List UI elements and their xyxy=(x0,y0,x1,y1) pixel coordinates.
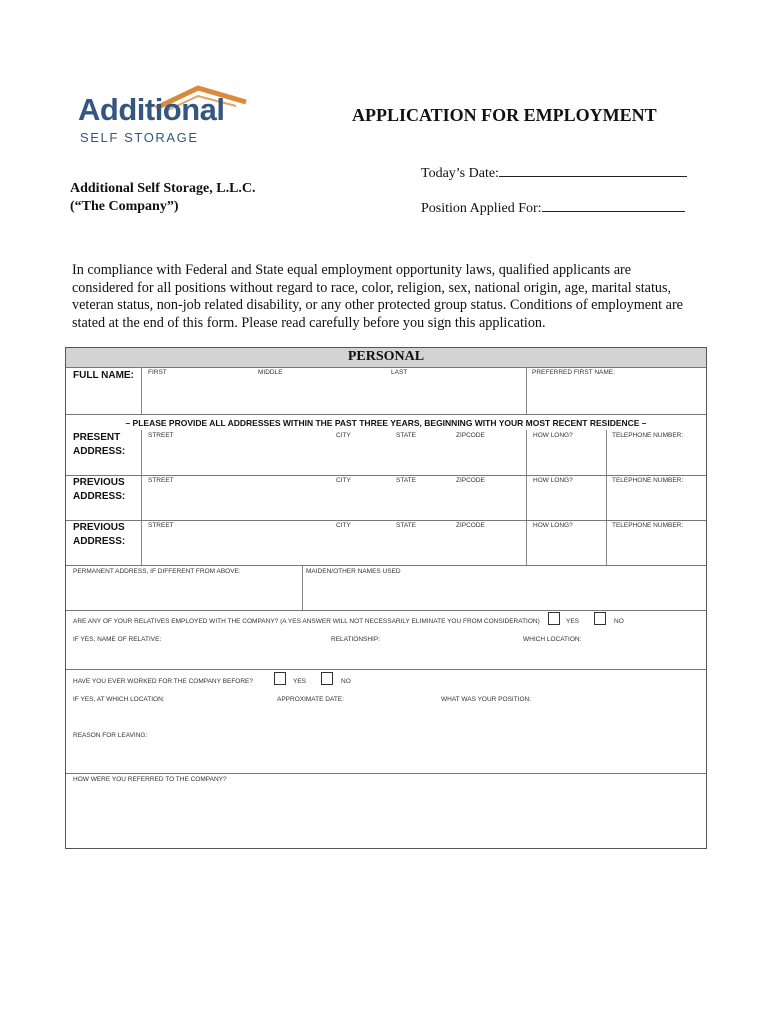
relative-location-field[interactable]: WHICH LOCATION: xyxy=(523,636,582,643)
relatives-no-checkbox[interactable] xyxy=(594,612,606,625)
row-divider xyxy=(66,520,706,521)
street-field[interactable]: STREET xyxy=(148,477,174,484)
zipcode-field[interactable]: ZIPCODE xyxy=(456,522,485,529)
divider xyxy=(526,430,527,566)
zipcode-field[interactable]: ZIPCODE xyxy=(456,432,485,439)
divider xyxy=(606,430,607,566)
position-applied-field[interactable] xyxy=(421,198,685,217)
preferred-name-field[interactable]: PREFERRED FIRST NAME: xyxy=(532,369,615,376)
state-field[interactable]: STATE xyxy=(396,432,416,439)
previous-address-label: PREVIOUS ADDRESS: xyxy=(73,477,126,502)
how-long-field[interactable]: HOW LONG? xyxy=(533,477,573,484)
todays-date-label: Today’s Date: xyxy=(421,166,499,181)
approximate-date-field[interactable]: APPROXIMATE DATE: xyxy=(277,696,344,703)
permanent-address-field[interactable]: PERMANENT ADDRESS, IF DIFFERENT FROM ABOVE: xyxy=(73,568,241,575)
page-title: APPLICATION FOR EMPLOYMENT xyxy=(352,105,657,125)
worked-before-yes-label: YES xyxy=(293,678,307,685)
address-instruction: – PLEASE PROVIDE ALL ADDRESSES WITHIN THE PAST THREE YEARS, BEGINNING WITH YOUR MOST RECENT RESIDENCE – xyxy=(125,418,647,428)
city-field[interactable]: CITY xyxy=(336,522,351,529)
previous-address-label: PREVIOUS ADDRESS: xyxy=(73,522,126,547)
logo-tagline: SELF STORAGE xyxy=(80,130,199,145)
company-name-line1: Additional Self Storage, L.L.C. xyxy=(70,181,256,196)
worked-before-question: HAVE YOU EVER WORKED FOR THE COMPANY BEFORE? xyxy=(73,678,253,685)
company-name-line2: (“The Company”) xyxy=(70,199,179,214)
relative-name-field[interactable]: IF YES, NAME OF RELATIVE: xyxy=(73,636,162,643)
intro-paragraph: In compliance with Federal and State equal employment opportunity laws, qualified applicants are considered for all positions without regard to race, color, religion, sex, national origin, age, marital status, veteran status, non-job related disability, or any other protected group status. Conditions of employment are stated at the end of this form. Please read carefully before you sign this application. xyxy=(72,262,683,331)
position-applied-line[interactable] xyxy=(542,198,685,212)
divider xyxy=(302,565,303,610)
position-applied-label: Position Applied For: xyxy=(421,201,542,216)
how-long-field[interactable]: HOW LONG? xyxy=(533,432,573,439)
relatives-yes-label: YES xyxy=(566,618,580,625)
telephone-field[interactable]: TELEPHONE NUMBER: xyxy=(612,477,684,484)
relatives-question: ARE ANY OF YOUR RELATIVES EMPLOYED WITH THE COMPANY? (A YES ANSWER WILL NOT NECESSARILY ELIMINATE YOU FROM CONSIDERATION) xyxy=(73,618,540,625)
city-field[interactable]: CITY xyxy=(336,477,351,484)
zipcode-field[interactable]: ZIPCODE xyxy=(456,477,485,484)
state-field[interactable]: STATE xyxy=(396,522,416,529)
first-name-field[interactable]: FIRST xyxy=(148,369,167,376)
row-divider xyxy=(66,565,706,566)
telephone-field[interactable]: TELEPHONE NUMBER: xyxy=(612,522,684,529)
worked-before-no-checkbox[interactable] xyxy=(321,672,333,685)
row-divider xyxy=(66,414,706,415)
street-field[interactable]: STREET xyxy=(148,432,174,439)
divider xyxy=(141,367,142,414)
row-divider xyxy=(66,610,706,611)
personal-form xyxy=(65,347,707,849)
worked-before-no-label: NO xyxy=(341,678,351,685)
how-long-field[interactable]: HOW LONG? xyxy=(533,522,573,529)
row-divider xyxy=(66,669,706,670)
middle-name-field[interactable]: MIDDLE xyxy=(258,369,283,376)
row-divider xyxy=(66,773,706,774)
todays-date-field[interactable] xyxy=(421,163,687,182)
relatives-no-label: NO xyxy=(614,618,624,625)
last-name-field[interactable]: LAST xyxy=(391,369,408,376)
street-field[interactable]: STREET xyxy=(148,522,174,529)
todays-date-line[interactable] xyxy=(499,163,687,177)
relationship-field[interactable]: RELATIONSHIP: xyxy=(331,636,381,643)
company-name xyxy=(70,180,256,216)
referral-field[interactable]: HOW WERE YOU REFERRED TO THE COMPANY? xyxy=(73,776,227,783)
state-field[interactable]: STATE xyxy=(396,477,416,484)
row-divider xyxy=(66,475,706,476)
maiden-names-field[interactable]: MAIDEN/OTHER NAMES USED xyxy=(306,568,401,575)
logo-wordmark: Additional xyxy=(78,92,225,127)
divider xyxy=(526,367,527,414)
relatives-yes-checkbox[interactable] xyxy=(548,612,560,625)
previous-position-field[interactable]: WHAT WAS YOUR POSITION: xyxy=(441,696,532,703)
reason-leaving-field[interactable]: REASON FOR LEAVING: xyxy=(73,732,148,739)
present-address-label: PRESENT ADDRESS: xyxy=(73,432,126,457)
previous-location-field[interactable]: IF YES, AT WHICH LOCATION: xyxy=(73,696,165,703)
full-name-label: FULL NAME: xyxy=(73,370,134,381)
city-field[interactable]: CITY xyxy=(336,432,351,439)
divider xyxy=(141,430,142,566)
telephone-field[interactable]: TELEPHONE NUMBER: xyxy=(612,432,684,439)
section-title: PERSONAL xyxy=(347,349,425,364)
worked-before-yes-checkbox[interactable] xyxy=(274,672,286,685)
